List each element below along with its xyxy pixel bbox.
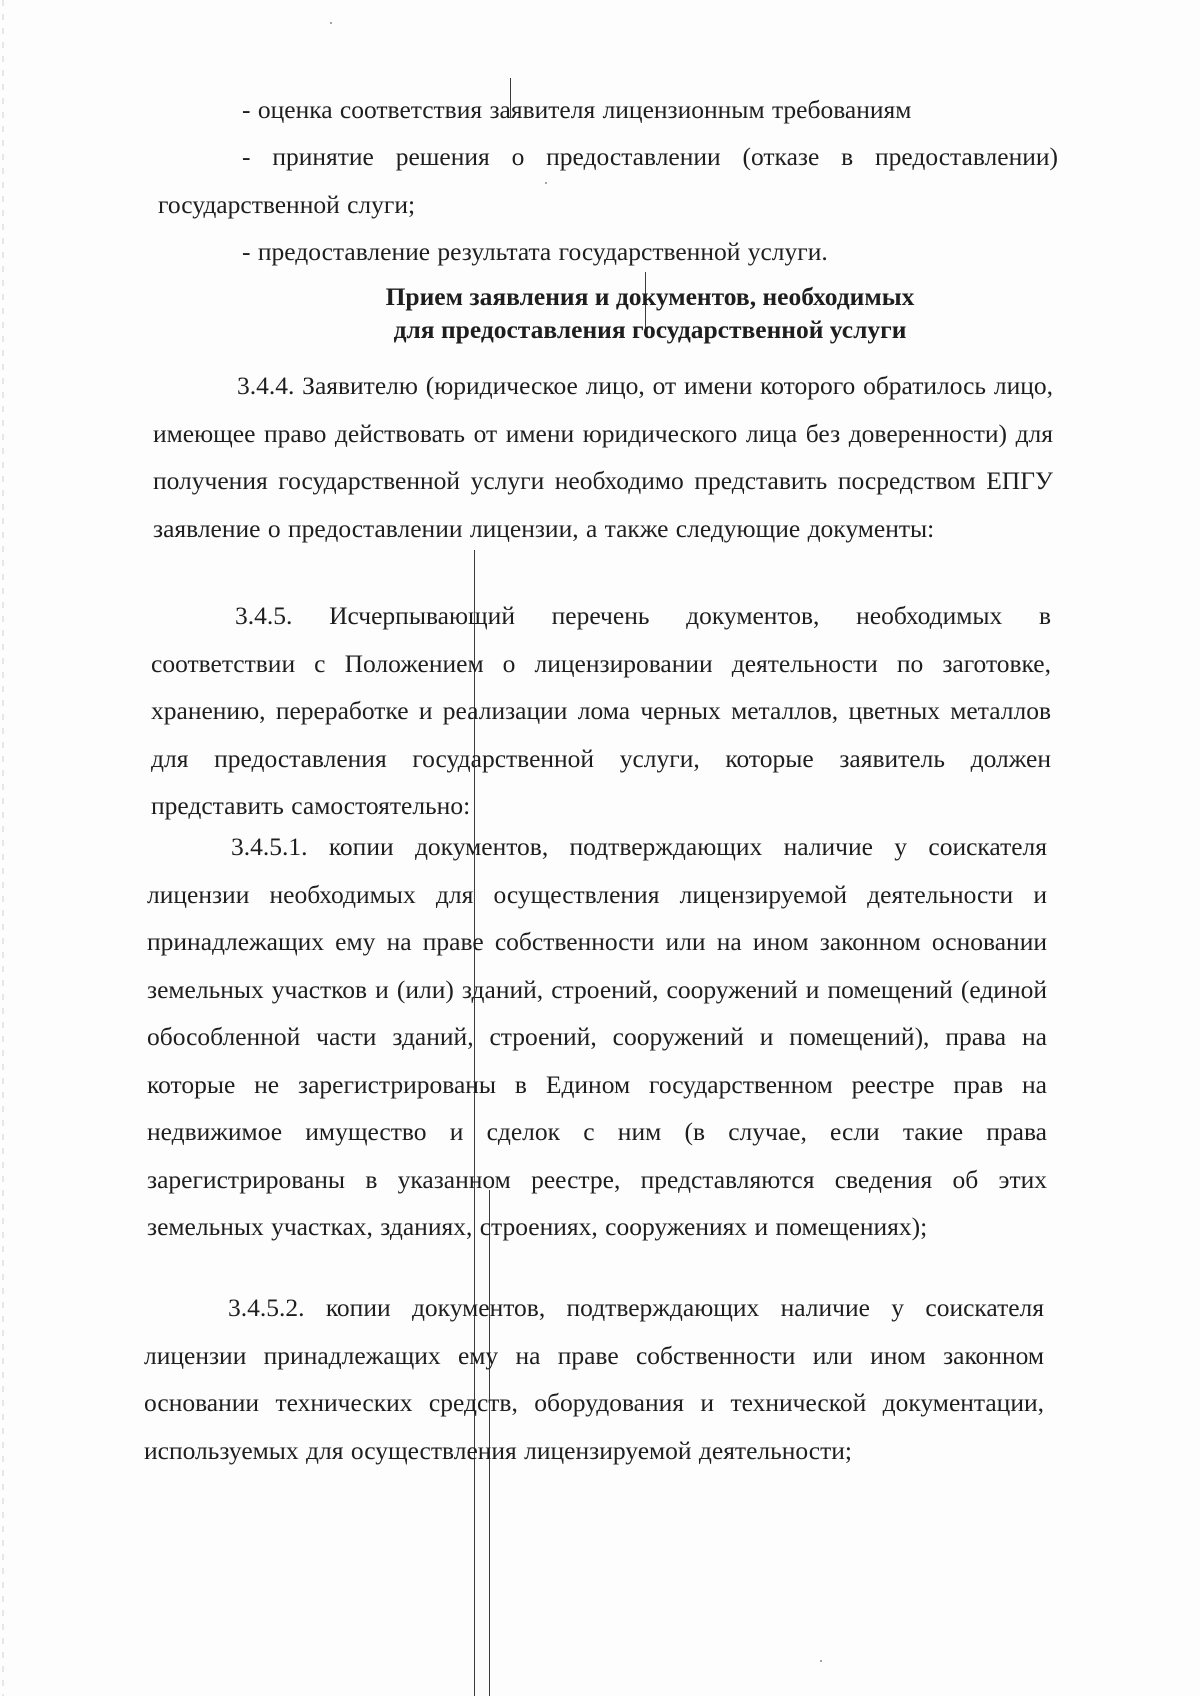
paragraph: 3.4.5.2. копии документов, подтверждающих наличие у соискателя лицензии принадлежащих ему на праве собственности или ином законном основании технических средств, оборудования и технической документации, используемых для осуществления лицензируемой деятельности;	[144, 1293, 1044, 1465]
section-heading-line: Прием заявления и документов, необходимых	[385, 282, 915, 311]
scan-edge-artifact	[2, 0, 4, 1696]
list-item: - оценка соответствия заявителя лицензионным требованиям	[242, 95, 912, 124]
scan-speck	[820, 1660, 822, 1662]
section-heading-line: для предоставления государственной услуги	[393, 315, 907, 344]
section-heading	[300, 280, 1000, 346]
list-item: - принятие решения о предоставлении (отказе в предоставлении) государственной слуги;	[158, 142, 1058, 219]
paragraph: 3.4.5. Исчерпывающий перечень документов, необходимых в соответствии с Положением о лицензировании деятельности по заготовке, хранению, переработке и реализации лома черных металлов, цветных металлов для предоставления государственной услуги, которые заявитель должен представить самостоятельно:	[151, 601, 1051, 820]
paragraph: 3.4.5.1. копии документов, подтверждающих наличие у соискателя лицензии необходимых для осуществления лицензируемой деятельности и принадлежащих ему на праве собственности или на ином законном основании земельных участков и (или) зданий, строений, сооружений и помещений (единой обособленной части зданий, строений, сооружений и помещений), права на которые не зарегистрированы в Едином государственном реестре прав на недвижимое имущество и сделок с ним (в случае, если такие права зарегистрированы в указанном реестре, представляются сведения об этих земельных участках, зданиях, строениях, сооружениях и помещениях);	[147, 832, 1047, 1241]
paragraph: 3.4.4. Заявителю (юридическое лицо, от имени которого обратилось лицо, имеющее право действовать от имени юридического лица без доверенности) для получения государственной услуги необходимо представить посредством ЕПГУ заявление о предоставлении лицензии, а также следующие документы:	[153, 371, 1053, 543]
scan-speck	[330, 22, 332, 24]
list-item: - предоставление результата государственной услуги.	[242, 237, 828, 266]
